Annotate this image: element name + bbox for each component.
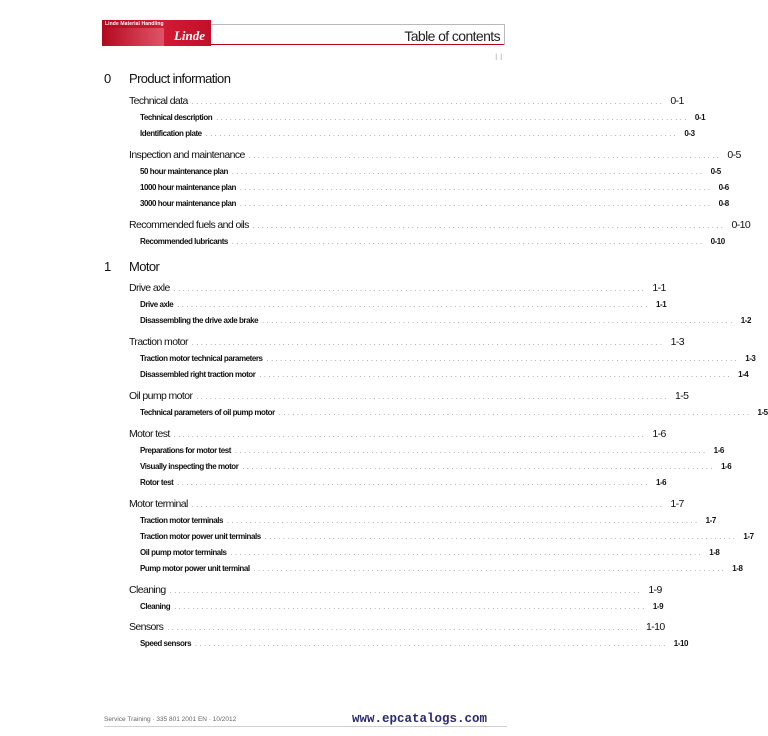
- toc-section[interactable]: [129, 219, 751, 233]
- leader-dots: ........................................................................................................: [227, 518, 700, 525]
- section-page: 1-5: [675, 390, 689, 402]
- section-page: 1-6: [652, 428, 666, 440]
- leader-dots: ........................................................................................................: [174, 604, 647, 611]
- toc-subsection[interactable]: [140, 113, 706, 124]
- section-title: Motor terminal: [129, 498, 188, 510]
- title-underline: [211, 44, 504, 45]
- section-title: Motor test: [129, 428, 170, 440]
- subsection-title: 1000 hour maintenance plan: [140, 183, 236, 192]
- subsection-page: 1-6: [655, 478, 667, 487]
- subsection-title: Traction motor power unit terminals: [140, 532, 261, 541]
- subsection-page: 0-5: [710, 167, 721, 176]
- subsection-title: Cleaning: [140, 602, 171, 611]
- leader-dots: ........................................................................................................: [169, 588, 643, 595]
- leader-dots: ........................................................................................................: [230, 550, 704, 557]
- page-marker: I I: [495, 52, 503, 62]
- section-title: Inspection and maintenance: [129, 149, 245, 161]
- leader-dots: ........................................................................................................: [248, 153, 722, 160]
- subsection-title: Technical description: [140, 113, 213, 122]
- toc-subsection[interactable]: [140, 370, 749, 381]
- leader-dots: ........................................................................................................: [191, 99, 665, 106]
- subsection-page: 1-8: [732, 564, 743, 573]
- toc-section[interactable]: [129, 428, 666, 442]
- subsection-page: 0-10: [710, 237, 725, 246]
- toc-subsection[interactable]: [140, 462, 732, 473]
- section-title: Oil pump motor: [129, 390, 193, 402]
- toc-subsection[interactable]: [140, 602, 664, 613]
- toc-subsection[interactable]: [140, 516, 716, 527]
- footer-text: Service Training · 335 801 2001 EN · 10/2012: [104, 716, 237, 723]
- leader-dots: ........................................................................................................: [196, 394, 670, 401]
- linde-logo: [102, 20, 211, 46]
- toc-subsection[interactable]: [140, 300, 667, 311]
- subsection-page: 1-1: [655, 300, 667, 309]
- subsection-page: 0-6: [718, 183, 729, 192]
- brand-logo-text: Linde: [173, 28, 205, 43]
- leader-dots: ........................................................................................................: [191, 340, 665, 347]
- section-title: Technical data: [129, 95, 188, 107]
- toc-subsection[interactable]: [140, 564, 743, 575]
- toc-section[interactable]: [129, 95, 684, 109]
- section-title: Cleaning: [129, 584, 166, 596]
- leader-dots: ........................................................................................................: [253, 566, 727, 573]
- subsection-page: 1-4: [738, 370, 749, 379]
- section-page: 0-1: [670, 95, 684, 107]
- subsection-page: 1-5: [757, 408, 768, 417]
- toc-section[interactable]: [129, 390, 689, 404]
- toc-section[interactable]: [129, 282, 666, 296]
- toc-subsection[interactable]: [140, 316, 751, 327]
- section-page: 1-1: [652, 282, 666, 294]
- leader-dots: ........................................................................................................: [173, 432, 647, 439]
- section-title: Drive axle: [129, 282, 170, 294]
- leader-dots: ........................................................................................................: [259, 372, 733, 379]
- toc-subsection[interactable]: [140, 408, 768, 419]
- section-page: 1-9: [648, 584, 662, 596]
- subsection-title: Oil pump motor terminals: [140, 548, 227, 557]
- subsection-title: Disassembling the drive axle brake: [140, 316, 259, 325]
- toc-section[interactable]: [129, 336, 684, 350]
- leader-dots: ........................................................................................................: [177, 302, 650, 309]
- subsection-title: Disassembled right traction motor: [140, 370, 256, 379]
- subsection-title: Technical parameters of oil pump motor: [140, 408, 275, 417]
- toc-section[interactable]: [129, 149, 741, 163]
- chapter-heading: [0, 259, 562, 275]
- leader-dots: ........................................................................................................: [262, 318, 735, 325]
- toc-subsection[interactable]: [140, 354, 756, 365]
- section-page: 0-5: [727, 149, 741, 161]
- toc-subsection[interactable]: [140, 199, 729, 210]
- subsection-page: 1-7: [705, 516, 716, 525]
- subsection-page: 1-6: [713, 446, 724, 455]
- subsection-title: 50 hour maintenance plan: [140, 167, 228, 176]
- toc-subsection[interactable]: [140, 639, 688, 650]
- section-page: 1-3: [670, 336, 684, 348]
- subsection-title: Rotor test: [140, 478, 174, 487]
- toc-section[interactable]: [129, 621, 665, 635]
- section-page: 1-7: [670, 498, 684, 510]
- subsection-page: 1-2: [740, 316, 751, 325]
- logo-band: [102, 28, 164, 46]
- subsection-page: 1-6: [721, 462, 732, 471]
- leader-dots: ........................................................................................................: [264, 534, 738, 541]
- toc-subsection[interactable]: [140, 129, 695, 140]
- leader-dots: ........................................................................................................: [195, 641, 668, 648]
- toc-section[interactable]: [129, 584, 662, 598]
- page-title: Table of contents: [404, 28, 500, 44]
- leader-dots: ........................................................................................................: [242, 464, 716, 471]
- chapter-title: Motor: [129, 259, 160, 274]
- leader-dots: ........................................................................................................: [234, 448, 708, 455]
- toc-subsection[interactable]: [140, 237, 725, 248]
- subsection-title: Visually inspecting the motor: [140, 462, 239, 471]
- leader-dots: ........................................................................................................: [173, 286, 647, 293]
- subsection-title: Identification plate: [140, 129, 202, 138]
- toc-subsection[interactable]: [140, 532, 754, 543]
- leader-dots: ........................................................................................................: [278, 410, 752, 417]
- section-page: 0-10: [731, 219, 751, 231]
- section-title: Recommended fuels and oils: [129, 219, 249, 231]
- section-title: Traction motor: [129, 336, 188, 348]
- leader-dots: ........................................................................................................: [252, 223, 726, 230]
- brand-small-text: Linde Material Handling: [105, 21, 164, 27]
- leader-dots: ........................................................................................................: [191, 502, 665, 509]
- subsection-title: Pump motor power unit terminal: [140, 564, 250, 573]
- leader-dots: ........................................................................................................: [205, 131, 679, 138]
- section-title: Sensors: [129, 621, 164, 633]
- toc-subsection[interactable]: [140, 183, 729, 194]
- subsection-title: 3000 hour maintenance plan: [140, 199, 236, 208]
- toc-subsection[interactable]: [140, 548, 720, 559]
- subsection-page: 1-9: [652, 602, 664, 611]
- leader-dots: ........................................................................................................: [177, 480, 650, 487]
- subsection-title: Traction motor terminals: [140, 516, 223, 525]
- leader-dots: ........................................................................................................: [231, 169, 705, 176]
- watermark-text: www.epcatalogs.com: [352, 712, 488, 726]
- subsection-page: 1-3: [745, 354, 756, 363]
- section-page: 1-10: [646, 621, 665, 633]
- toc-subsection[interactable]: [140, 478, 667, 489]
- footer-divider: [104, 726, 507, 727]
- title-box: [211, 24, 505, 45]
- leader-dots: ........................................................................................................: [216, 115, 689, 122]
- subsection-title: Preparations for motor test: [140, 446, 231, 455]
- chapter-heading: [0, 71, 562, 87]
- chapter-number: 1: [104, 259, 111, 274]
- subsection-page: 1-7: [743, 532, 754, 541]
- toc-subsection[interactable]: [140, 446, 724, 457]
- leader-dots: ........................................................................................................: [231, 239, 705, 246]
- toc-subsection[interactable]: [140, 167, 721, 178]
- subsection-title: Recommended lubricants: [140, 237, 228, 246]
- chapter-number: 0: [104, 71, 111, 86]
- toc-section[interactable]: [129, 498, 684, 512]
- chapter-title: Product information: [129, 71, 231, 86]
- leader-dots: ........................................................................................................: [266, 356, 740, 363]
- subsection-title: Drive axle: [140, 300, 174, 309]
- subsection-title: Traction motor technical parameters: [140, 354, 263, 363]
- leader-dots: ........................................................................................................: [239, 185, 713, 192]
- subsection-page: 0-8: [718, 199, 729, 208]
- subsection-page: 0-3: [684, 129, 695, 138]
- leader-dots: ........................................................................................................: [167, 625, 640, 632]
- subsection-page: 0-1: [694, 113, 706, 122]
- subsection-title: Speed sensors: [140, 639, 192, 648]
- subsection-page: 1-10: [673, 639, 688, 648]
- subsection-page: 1-8: [709, 548, 720, 557]
- leader-dots: ........................................................................................................: [239, 201, 713, 208]
